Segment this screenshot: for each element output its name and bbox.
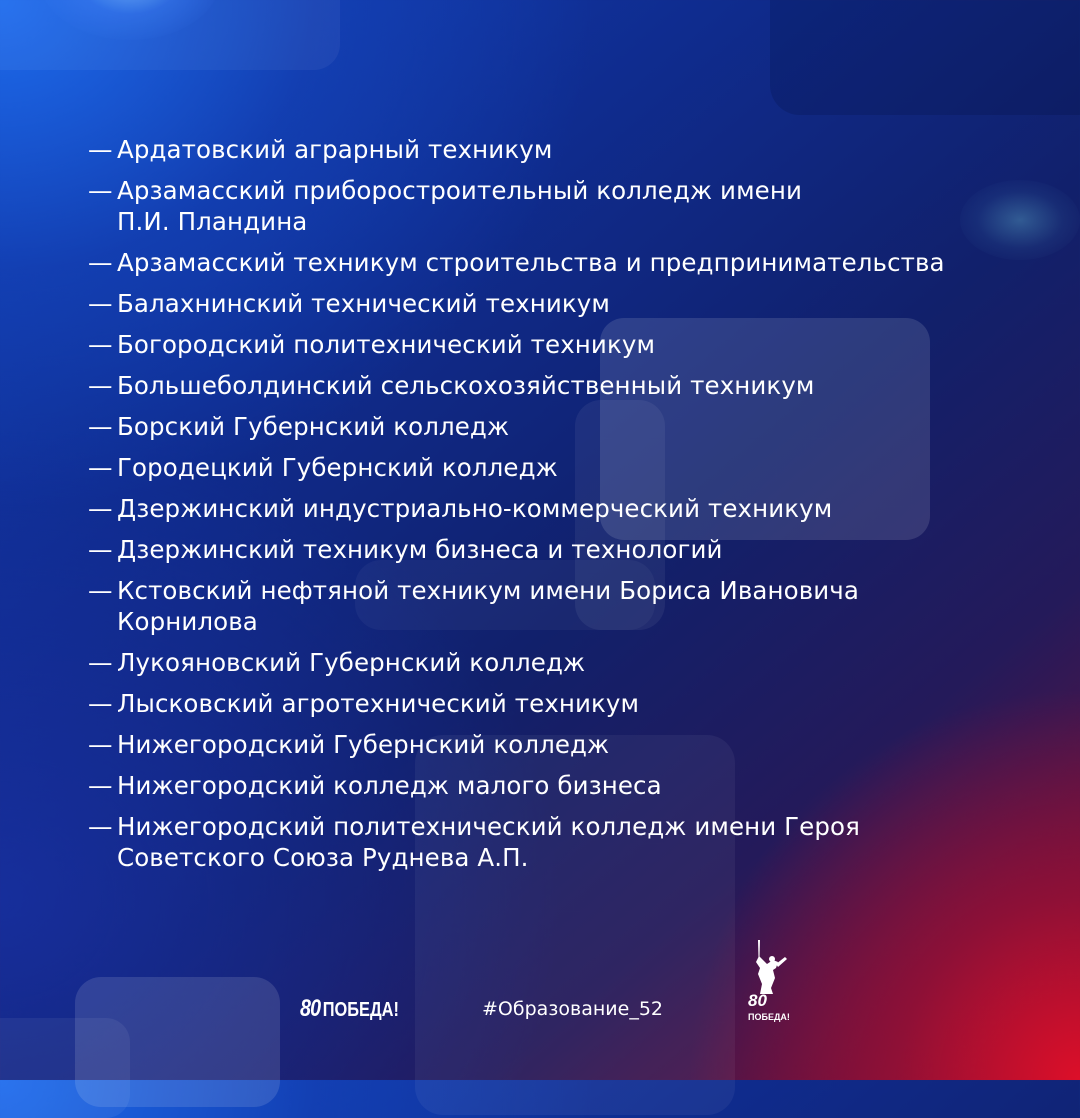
victory-80-logo [300,996,399,1023]
college-list-item [88,575,1038,637]
list-dash: — [88,412,113,441]
college-list-item [88,247,1038,278]
motherland-statue-emblem [740,938,800,1028]
college-list-item [88,534,1038,565]
logo-number: 80 [300,995,321,1022]
college-name: Арзамасский техникум строительства и предпринимательства [117,248,945,277]
college-list-item [88,288,1038,319]
college-list-item [88,647,1038,678]
list-dash: — [88,730,113,759]
college-list-item [88,411,1038,442]
list-dash: — [88,453,113,482]
college-name: Кстовский нефтяной техникум имени Бориса Ивановича Корнилова [117,576,859,636]
decor-panel-top-right [770,0,1080,115]
list-dash: — [88,248,113,277]
college-name: Нижегородский колледж малого бизнеса [117,771,662,800]
college-list-item [88,452,1038,483]
college-list-item [88,688,1038,719]
college-name: Лысковский агротехнический техникум [117,689,640,718]
list-dash: — [88,330,113,359]
decor-panel-top-left [0,0,340,70]
top-light-glow [40,0,220,40]
college-name: Богородский политехнический техникум [117,330,656,359]
college-name: Балахнинский технический техникум [117,289,610,318]
college-name: Дзержинский индустриально-коммерческий техникум [117,494,833,523]
emblem-number: 80 [748,991,767,1010]
decor-panel-bottom-corner [0,1018,130,1118]
list-dash: — [88,289,113,318]
list-dash: — [88,812,113,841]
list-dash: — [88,371,113,400]
hashtag-text: #Образование_52 [482,998,664,1020]
college-name: Борский Губернский колледж [117,412,510,441]
list-dash: — [88,535,113,564]
college-list-item [88,493,1038,524]
list-dash: — [88,771,113,800]
college-name: Большеболдинский сельскохозяйственный техникум [117,371,815,400]
college-name: Лукояновский Губернский колледж [117,648,586,677]
college-name: Ардатовский аграрный техникум [117,135,553,164]
college-list-item [88,729,1038,760]
college-list-item [88,370,1038,401]
list-dash: — [88,494,113,523]
decor-panel-bottom-left [75,977,280,1107]
college-name: Нижегородский политехнический колледж имени Героя Советского Союза Руднева А.П. [117,812,860,872]
list-dash: — [88,648,113,677]
college-name: Нижегородский Губернский колледж [117,730,610,759]
logo-word: ПОБЕДА! [322,999,399,1021]
emblem-word: ПОБЕДА! [748,1012,790,1022]
college-list-item [88,329,1038,360]
college-list-item [88,811,1038,873]
college-name: Городецкий Губернский колледж [117,453,558,482]
list-dash: — [88,176,113,205]
list-dash: — [88,576,113,605]
college-list-item [88,770,1038,801]
college-list-item [88,175,1038,237]
list-dash: — [88,689,113,718]
college-list [88,134,1038,883]
college-list-item [88,134,1038,165]
college-name: Дзержинский техникум бизнеса и технологий [117,535,723,564]
list-dash: — [88,135,113,164]
college-name: Арзамасский приборостроительный колледж имени П.И. Пландина [117,176,802,236]
